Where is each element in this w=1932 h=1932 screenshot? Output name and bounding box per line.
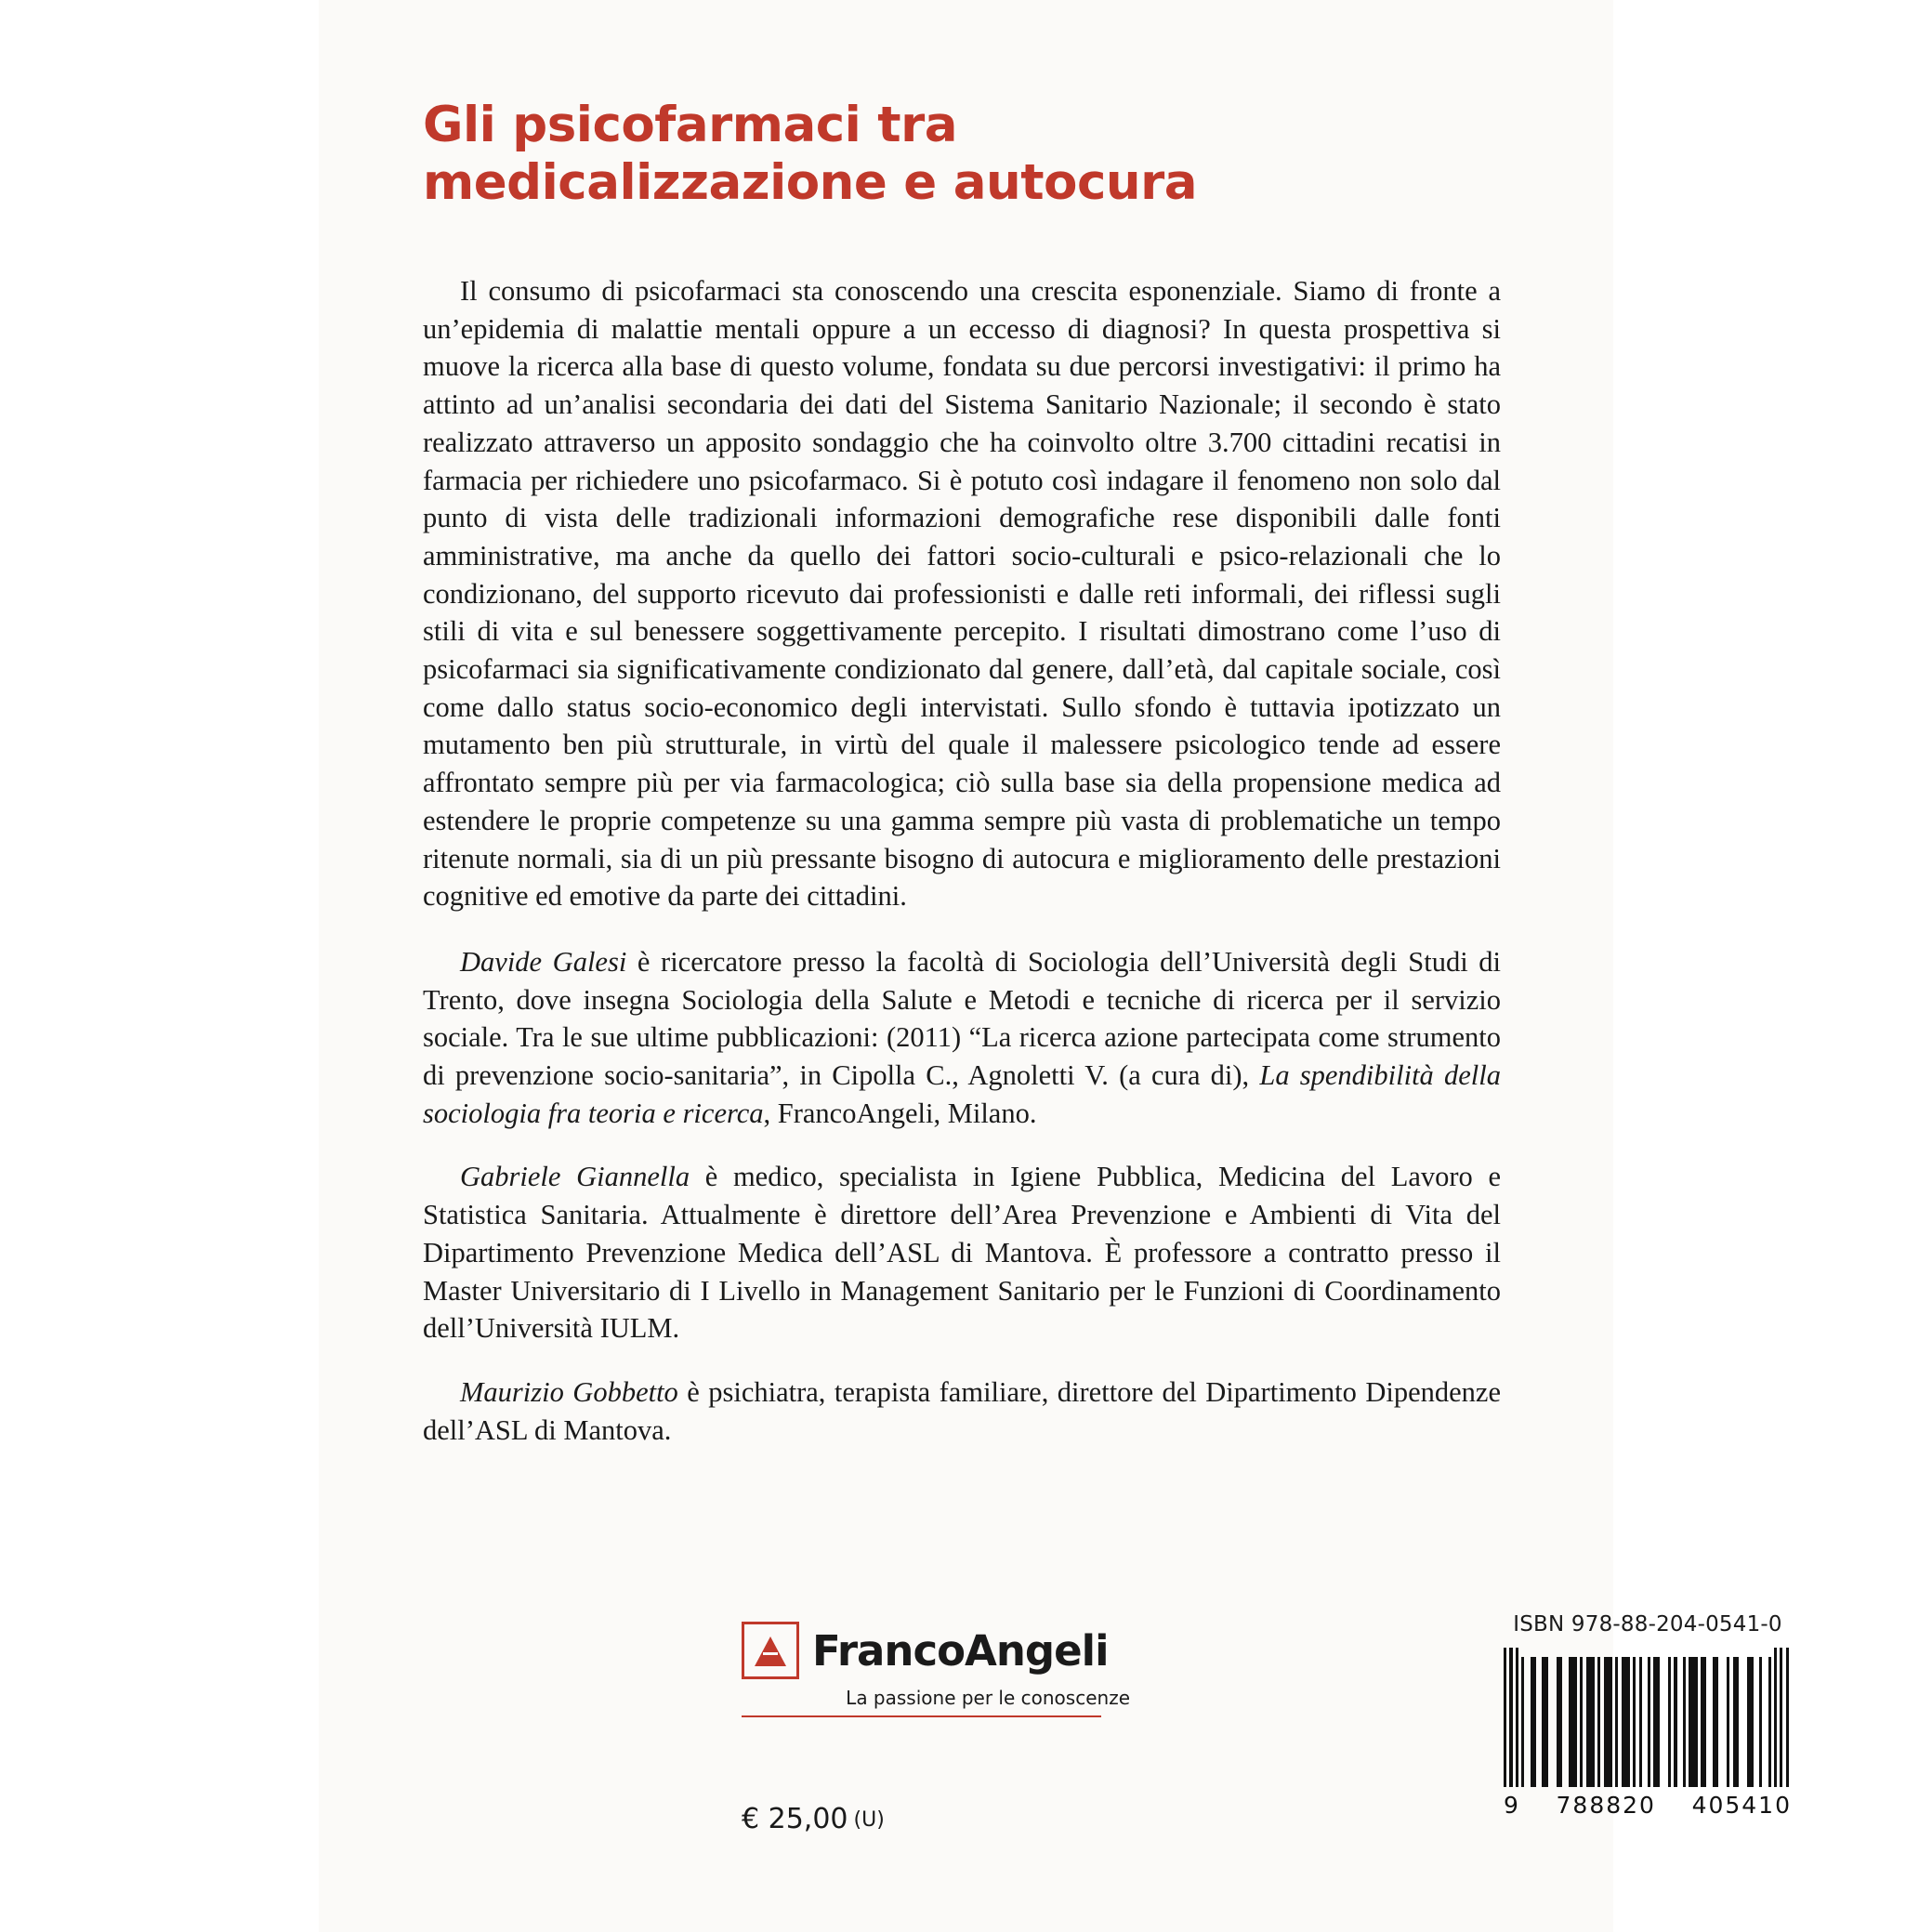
author-name-galesi: Davide Galesi xyxy=(460,945,627,978)
publisher-logo xyxy=(742,1622,1132,1717)
price-unit: (U) xyxy=(853,1808,885,1832)
publisher-logo-row xyxy=(742,1622,1132,1679)
isbn-barcode-digits xyxy=(1504,1792,1792,1819)
blurb-text xyxy=(423,272,1501,915)
cover-panel xyxy=(319,0,1792,1932)
publisher-divider xyxy=(742,1715,1101,1717)
page-title: Gli psicofarmaci tra medicalizzazione e autocura xyxy=(423,97,1197,211)
author-bios xyxy=(423,943,1501,1449)
blurb-paragraph: Il consumo di psicofarmaci sta conoscendo una crescita esponenziale. Siamo di fronte a un’epidemia di malattie mentali oppure a un eccesso di diagnosi? In questa prospettiva si muove la ricerca alla base di questo volume, fondata su due percorsi investigativi: il primo ha attinto ad un’analisi secondaria dei dati del Sistema Sanitario Nazionale; il secondo è stato realizzato attraverso un apposito sondaggio che ha coinvolto oltre 3.700 cittadini recatisi in farmacia per richiedere uno psicofarmaco. Si è potuto così indagare il fenomeno non solo dal punto di vista delle tradizionali informazioni demografiche rese disponibili dalle fonti amministrative, ma anche da quello dei fattori socio-culturali e psico-relazionali che lo condizionano, del supporto ricevuto dai professionisti e dalle reti informali, dei riflessi sugli stili di vita e sul benessere soggettivamente percepito. I risultati dimostrano come l’uso di psicofarmaci sia significativamente condizionato dal genere, dall’età, dal capitale sociale, così come dallo status socio-economico degli intervistati. Sullo sfondo è tuttavia ipotizzato un mutamento ben più strutturale, in virtù del quale il malessere psicologico tende ad essere affrontato sempre più per via farmacologica; ciò sulla base sia della propensione medica ad estendere le proprie competenze su una gamma sempre più vasta di problematiche un tempo ritenute normali, sia di un più pressante bisogno di autocura e miglioramento delle prestazioni cognitive ed emotive da parte dei cittadini. xyxy=(423,275,1501,913)
author-bio-galesi xyxy=(423,943,1501,1133)
publisher-name: FrancoAngeli xyxy=(812,1625,1109,1676)
barcode-digit-mid: 788820 xyxy=(1556,1792,1656,1819)
author-bio-galesi-text-1: è ricercatore presso la facoltà di Sociologia dell’Università degli Studi di Trento, dove insegna Sociologia della Salute e Metodi e tecniche di ricerca per il servizio sociale. Tra le sue ultime pubblicazioni: (2011) “La ricerca azione partecipata come strumento di prevenzione socio-sanitaria”, in Cipolla C., Agnoletti V. (a cura di), xyxy=(423,945,1501,1092)
barcode-digit-left: 9 xyxy=(1504,1792,1520,1819)
author-bio-giannella-text: è medico, specialista in Igiene Pubblica, Medicina del Lavoro e Statistica Sanitaria. Attualmente è direttore dell’Area Prevenzione e Ambienti di Vita del Dipartimento Prevenzione Medica dell’ASL di Mantova. È professore a contratto presso il Master Universitario di I Livello in Management Sanitario per le Funzioni di Coordinamento dell’Università IULM. xyxy=(423,1161,1502,1345)
author-bio-gobbetto xyxy=(423,1373,1501,1449)
cover-content xyxy=(423,97,1501,1449)
author-bio-gobbetto-text: è psichiatra, terapista familiare, direttore del Dipartimento Dipendenze dell’ASL di Mantova. xyxy=(423,1375,1501,1446)
barcode-digit-right: 405410 xyxy=(1691,1792,1792,1819)
author-name-gobbetto: Maurizio Gobbetto xyxy=(460,1375,678,1408)
author-bio-galesi-work-title: La spendibilità della sociologia fra teoria e ricerca xyxy=(423,1059,1501,1129)
franco-angeli-triangle-icon xyxy=(742,1622,799,1679)
author-bio-galesi-text-2: , FrancoAngeli, Milano. xyxy=(763,1097,1037,1129)
price-amount: € 25,00 xyxy=(742,1803,848,1835)
author-bio-giannella xyxy=(423,1158,1501,1347)
isbn-barcode xyxy=(1504,1648,1792,1787)
isbn-label: ISBN 978-88-204-0541-0 xyxy=(1513,1612,1782,1636)
price-label xyxy=(742,1803,885,1835)
publisher-tagline: La passione per le conoscenze xyxy=(846,1687,1130,1709)
author-name-giannella: Gabriele Giannella xyxy=(460,1161,690,1193)
isbn-block xyxy=(1504,1612,1792,1819)
